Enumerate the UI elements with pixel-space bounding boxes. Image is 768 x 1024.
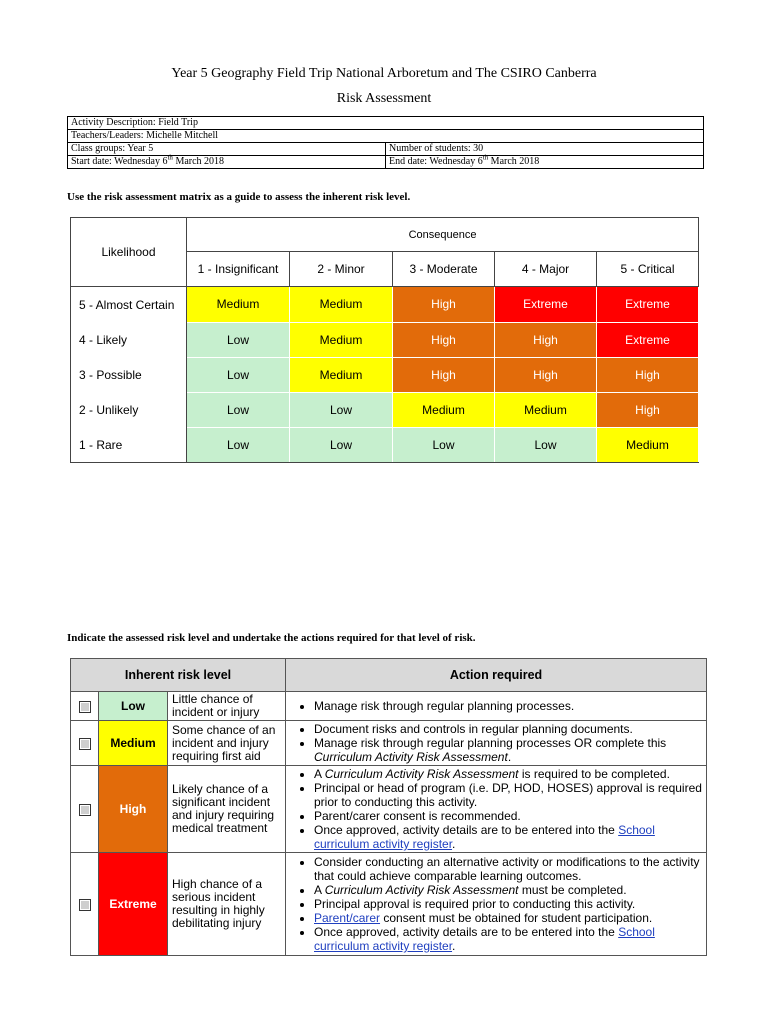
activity-description: Activity Description: Field Trip [68, 117, 704, 130]
risk-level-row [71, 721, 707, 766]
risk-cell-extreme: Extreme [597, 322, 699, 357]
risk-cell-medium: Medium [597, 427, 699, 463]
risk-cell-low: Low [393, 427, 495, 463]
risk-level-low: Low [99, 692, 168, 721]
risk-cell-medium: Medium [290, 322, 393, 357]
risk-level-row [71, 766, 707, 853]
document-title: Year 5 Geography Field Trip National Arboretum and The CSIRO Canberra [171, 66, 597, 81]
likelihood-label: 2 - Unlikely [71, 392, 187, 427]
action-item: • Document risks and controls in regular planning documents. [314, 722, 702, 736]
risk-level-row [71, 692, 707, 721]
risk-cell-medium: Medium [187, 287, 290, 323]
risk-level-checkbox-cell [71, 766, 99, 853]
risk-cell-high: High [393, 322, 495, 357]
checkbox-medium[interactable] [79, 738, 91, 750]
matrix-row [71, 427, 699, 463]
risk-level-extreme: Extreme [99, 853, 168, 956]
risk-level-checkbox-cell [71, 853, 99, 956]
register-link[interactable]: School curriculum activity register [314, 823, 655, 851]
document-reference: Curriculum Activity Risk Assessment [324, 883, 519, 897]
number-of-students: Number of students: 30 [386, 143, 704, 156]
risk-cell-medium: Medium [290, 287, 393, 323]
action-list [290, 767, 702, 851]
register-link[interactable]: Parent/carer [314, 911, 381, 925]
action-item: • Manage risk through regular planning processes. [314, 699, 702, 713]
likelihood-header: Likelihood [71, 218, 187, 287]
document-subtitle: Risk Assessment [336, 91, 432, 106]
info-row [68, 130, 704, 143]
likelihood-label: 3 - Possible [71, 357, 187, 392]
checkbox-extreme[interactable] [79, 899, 91, 911]
register-link[interactable]: School curriculum activity register [314, 925, 655, 953]
matrix-row [71, 392, 699, 427]
action-list [290, 855, 702, 953]
action-item: • A Curriculum Activity Risk Assessment is required to be completed. [314, 767, 702, 781]
class-groups: Class groups: Year 5 [68, 143, 386, 156]
action-item: • A Curriculum Activity Risk Assessment must be completed. [314, 883, 702, 897]
document-reference: Curriculum Activity Risk Assessment [314, 750, 508, 764]
risk-cell-high: High [597, 357, 699, 392]
matrix-instruction: Use the risk assessment matrix as a guide to assess the inherent risk level. [67, 191, 411, 203]
teachers-leaders: Teachers/Leaders: Michelle Mitchell [68, 130, 704, 143]
info-row [68, 117, 704, 130]
matrix-row [71, 287, 699, 323]
risk-cell-low: Low [495, 427, 597, 463]
action-list [290, 722, 702, 764]
consequence-label: 3 - Moderate [393, 252, 495, 287]
checkbox-low[interactable] [79, 701, 91, 713]
likelihood-label: 1 - Rare [71, 427, 187, 463]
likelihood-label: 5 - Almost Certain [71, 287, 187, 323]
risk-cell-low: Low [187, 392, 290, 427]
risk-level-row [71, 853, 707, 956]
info-row [68, 143, 704, 156]
action-item: • Consider conducting an alternative activity or modifications to the activity that could achieve comparable learning outcomes. [314, 855, 702, 883]
start-date: Start date: Wednesday 6th March 2018 [68, 156, 386, 169]
consequence-label: 2 - Minor [290, 252, 393, 287]
risk-level-checkbox-cell [71, 692, 99, 721]
risk-cell-extreme: Extreme [597, 287, 699, 323]
document-reference: Curriculum Activity Risk Assessment [324, 767, 519, 781]
info-row [68, 156, 704, 169]
risk-cell-high: High [393, 357, 495, 392]
consequence-label: 4 - Major [495, 252, 597, 287]
action-item: • Parent/carer consent must be obtained for student participation. [314, 911, 702, 925]
risk-cell-high: High [393, 287, 495, 323]
action-list [290, 699, 702, 713]
risk-cell-low: Low [187, 427, 290, 463]
risk-cell-low: Low [290, 427, 393, 463]
risk-cell-high: High [495, 357, 597, 392]
likelihood-label: 4 - Likely [71, 322, 187, 357]
action-item: • Once approved, activity details are to be entered into the School curriculum activity register. [314, 823, 702, 851]
action-item: • Once approved, activity details are to be entered into the School curriculum activity register. [314, 925, 702, 953]
risk-level-description: Little chance of incident or injury [168, 692, 286, 721]
risk-action-table [70, 658, 707, 956]
risk-level-medium: Medium [99, 721, 168, 766]
consequence-header: Consequence [187, 218, 699, 252]
matrix-row [71, 357, 699, 392]
risk-level-checkbox-cell [71, 721, 99, 766]
risk-level-description: Some chance of an incident and injury requiring first aid [168, 721, 286, 766]
risk-cell-medium: Medium [393, 392, 495, 427]
action-item: • Parent/carer consent is recommended. [314, 809, 702, 823]
risk-cell-low: Low [187, 357, 290, 392]
checkbox-high[interactable] [79, 804, 91, 816]
risk-cell-medium: Medium [495, 392, 597, 427]
matrix-row [71, 322, 699, 357]
matrix-header-row [71, 218, 699, 252]
action-table-header [71, 659, 707, 692]
risk-level-actions [286, 721, 707, 766]
risk-cell-extreme: Extreme [495, 287, 597, 323]
risk-level-actions [286, 853, 707, 956]
action-item: • Manage risk through regular planning processes OR complete this Curriculum Activity Risk Assessment. [314, 736, 702, 764]
risk-cell-medium: Medium [290, 357, 393, 392]
risk-level-description: Likely chance of a significant incident and injury requiring medical treatment [168, 766, 286, 853]
header-inherent-risk-level: Inherent risk level [71, 659, 286, 692]
action-item: • Principal or head of program (i.e. DP, HOD, HOSES) approval is required prior to conducting this activity. [314, 781, 702, 809]
risk-matrix [70, 217, 699, 463]
risk-level-description: High chance of a serious incident resulting in highly debilitating injury [168, 853, 286, 956]
risk-level-actions [286, 692, 707, 721]
risk-cell-high: High [597, 392, 699, 427]
end-date: End date: Wednesday 6th March 2018 [386, 156, 704, 169]
header-action-required: Action required [286, 659, 707, 692]
risk-level-actions [286, 766, 707, 853]
risk-cell-low: Low [187, 322, 290, 357]
activity-info-table [67, 116, 704, 169]
action-instruction: Indicate the assessed risk level and undertake the actions required for that level of risk. [67, 632, 476, 644]
action-item: • Principal approval is required prior to conducting this activity. [314, 897, 702, 911]
risk-level-high: High [99, 766, 168, 853]
consequence-label: 1 - Insignificant [187, 252, 290, 287]
consequence-label: 5 - Critical [597, 252, 699, 287]
risk-cell-high: High [495, 322, 597, 357]
risk-cell-low: Low [290, 392, 393, 427]
